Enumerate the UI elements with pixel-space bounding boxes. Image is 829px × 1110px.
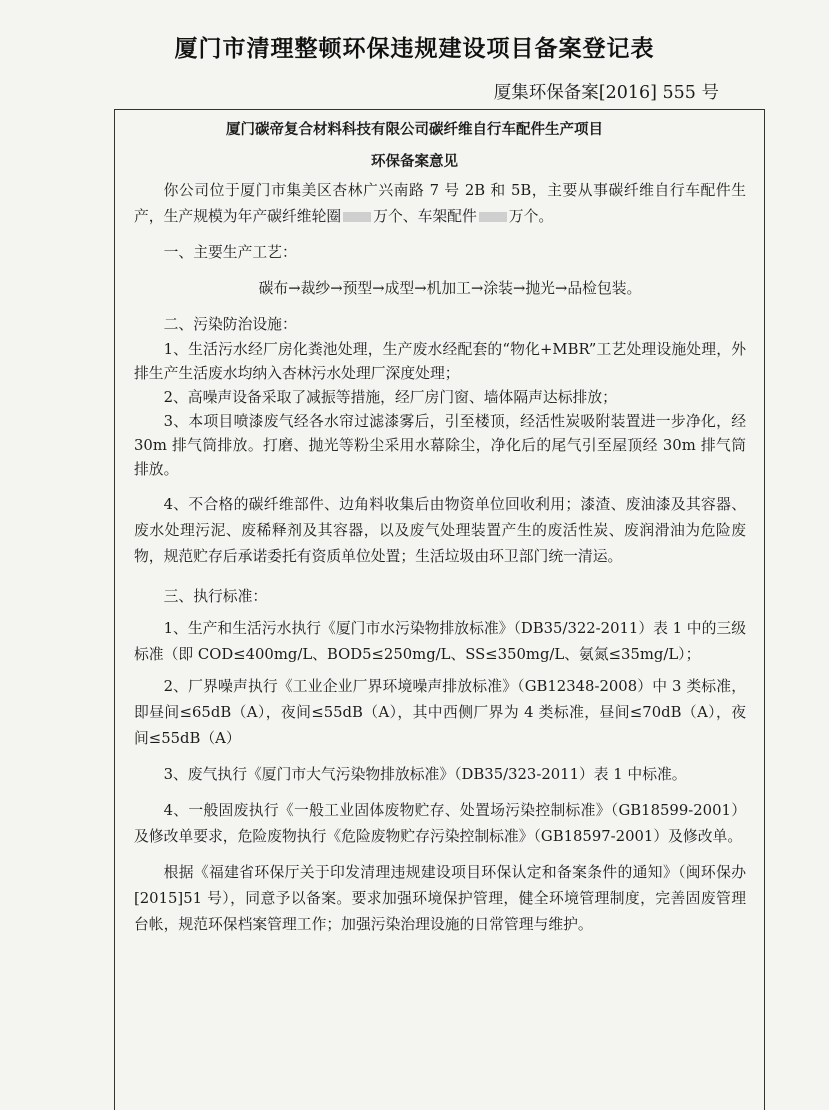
pollution-item-2: 2、高噪声设备采取了减振等措施，经厂房门窗、墙体隔声达标排放； [163,389,617,406]
standard-item-3: 3、废气执行《厦门市大气污染物排放标准》（DB35/323-2011）表 1 中标准。 [163,766,687,783]
intro-text-1: 你公司位于厦门市集美区杏林广兴南路 7 号 2B 和 5B，主要从事碳纤维自行车配件生产，生产规模为年产碳纤维轮圈 [134,182,746,225]
opinion-heading: 环保备案意见 [371,154,458,170]
record-number: 厦集环保备案[2016] 555 号 [493,83,719,103]
standard-item-2: 2、厂界噪声执行《工业企业厂界环境噪声排放标准》（GB12348-2008）中 3 类标准，即昼间≤65dB（A），夜间≤55dB（A），其中西侧厂界为 4 类标准，昼间≤70dB（A），夜间≤55dB（A） [134,678,746,747]
redacted-value [343,212,371,222]
section-1-heading: 一、主要生产工艺： [163,244,297,261]
pollution-item-4: 4、不合格的碳纤维部件、边角料收集后由物资单位回收利用；漆渣、废油漆及其容器、废水处理污泥、废稀释剂及其容器，以及废气处理装置产生的废活性炭、废润滑油为危险废物，规范贮存后承诺委托有资质单位处置；生活垃圾由环卫部门统一清运。 [134,496,746,565]
redacted-value [479,212,507,222]
intro-text-3: 万个。 [508,208,554,225]
conclusion-paragraph: 根据《福建省环保厅关于印发清理违规建设项目环保认定和备案条件的通知》（闽环保办[2015]51 号），同意予以备案。要求加强环境保护管理，健全环境管理制度，完善固废管理台帐，规范环保档案管理工作；加强污染治理设施的日常管理与维护。 [134,864,746,933]
section-2-heading: 二、污染防治设施： [163,316,297,333]
opinion-body [134,178,746,938]
document-title: 厦门市清理整顿环保违规建设项目备案登记表 [174,36,655,62]
section-3-heading: 三、执行标准： [163,588,268,605]
intro-paragraph [134,178,746,230]
process-flow: 碳布→裁纱→预型→成型→机加工→涂装→抛光→品检包装。 [258,280,642,297]
pollution-item-3: 3、本项目喷漆废气经各水帘过滤漆雾后，引至楼顶，经活性炭吸附装置进一步净化，经 30m 排气筒排放。打磨、抛光等粉尘采用水幕除尘，净化后的尾气引至屋顶经 30m 排气筒排放。 [134,413,746,478]
project-name: 厦门碳帝复合材料科技有限公司碳纤维自行车配件生产项目 [226,122,603,138]
intro-text-2: 万个、车架配件 [373,208,477,225]
pollution-item-1: 1、生活污水经厂房化粪池处理，生产废水经配套的“物化+MBR”工艺处理设施处理，外排生产生活废水均纳入杏林污水处理厂深度处理； [134,341,746,382]
standard-item-4: 4、一般固废执行《一般工业固体废物贮存、处置场污染控制标准》（GB18599-2001）及修改单要求，危险废物执行《危险废物贮存污染控制标准》（GB18597-2001）及修改单。 [134,802,746,845]
standard-item-1: 1、生产和生活污水执行《厦门市水污染物排放标准》（DB35/322-2011）表 1 中的三级标准（即 COD≤400mg/L、BOD5≤250mg/L、SS≤350mg/L、氨氮≤35mg/L）； [134,620,746,663]
